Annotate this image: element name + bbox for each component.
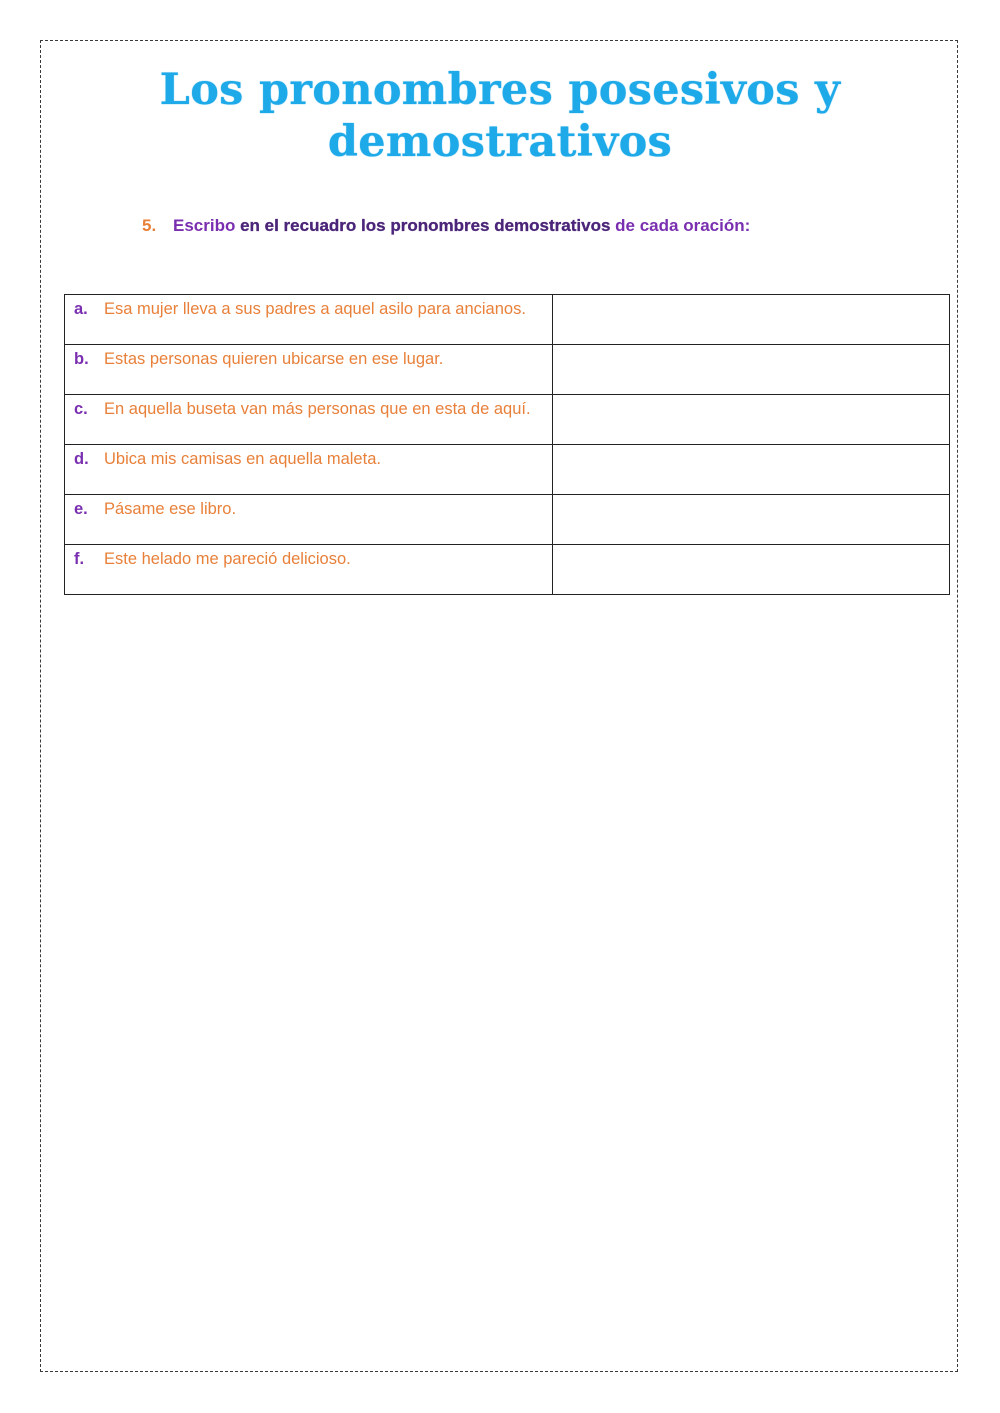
table-row	[65, 445, 950, 495]
instruction-part-2: en el recuadro los pronombres demostrativos	[240, 216, 611, 235]
answer-box[interactable]	[553, 445, 950, 495]
instruction-part-3: de cada oración:	[615, 216, 751, 235]
item-letter: e.	[74, 500, 88, 518]
sentence-text: Estas personas quieren ubicarse en ese lugar.	[104, 350, 444, 368]
sentence-cell	[65, 445, 553, 495]
item-letter: f.	[74, 550, 85, 568]
sentence-cell	[65, 395, 553, 445]
instruction-part-1: Escribo	[173, 216, 236, 235]
sentence-cell	[65, 495, 553, 545]
sentence-text: Este helado me pareció delicioso.	[104, 550, 351, 568]
table-row	[65, 345, 950, 395]
answer-box[interactable]	[553, 495, 950, 545]
answer-box[interactable]	[553, 395, 950, 445]
answer-box[interactable]	[553, 545, 950, 595]
answer-box[interactable]	[553, 345, 950, 395]
sentence-cell	[65, 545, 553, 595]
sentence-cell	[65, 295, 553, 345]
sentence-text: Esa mujer lleva a sus padres a aquel asilo para ancianos.	[104, 300, 526, 318]
answer-box[interactable]	[553, 295, 950, 345]
title-line-1: Los pronombres posesivos y	[159, 65, 841, 115]
table-row	[65, 545, 950, 595]
title-line-2: demostrativos	[327, 117, 673, 167]
exercise-number: 5.	[142, 216, 157, 235]
table-row	[65, 295, 950, 345]
exercise-instruction	[142, 212, 858, 240]
instruction-text	[173, 212, 858, 240]
sentence-cell	[65, 345, 553, 395]
sentence-text: Ubica mis camisas en aquella maleta.	[104, 450, 381, 468]
sentence-text: Pásame ese libro.	[104, 500, 237, 518]
table-row	[65, 495, 950, 545]
item-letter: b.	[74, 350, 89, 368]
table-row	[65, 395, 950, 445]
item-letter: c.	[74, 400, 88, 418]
exercise-table	[64, 294, 950, 595]
sentence-text: En aquella buseta van más personas que en esta de aquí.	[104, 400, 531, 418]
page-title	[0, 64, 1000, 168]
item-letter: d.	[74, 450, 89, 468]
item-letter: a.	[74, 300, 88, 318]
